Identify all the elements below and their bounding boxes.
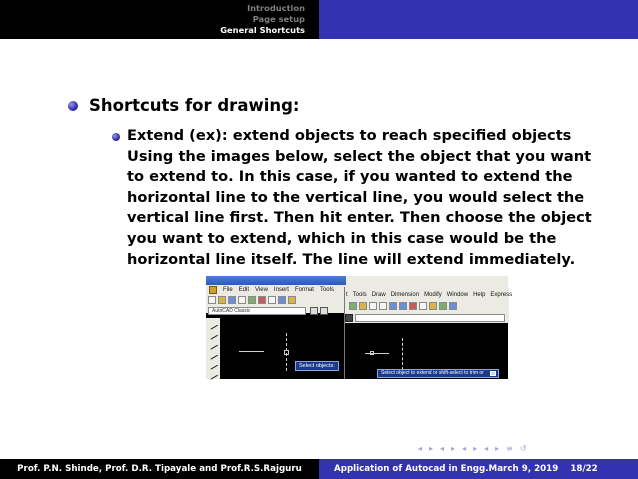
menu-dimension: Dimension [390, 292, 420, 298]
zoom-previous-icon [419, 302, 427, 310]
menu-modify: Modify [424, 292, 442, 298]
draw-toolbar [206, 318, 220, 379]
layer-icon [345, 314, 353, 322]
command-prompt-extend [377, 369, 499, 378]
zoom-icon [399, 302, 407, 310]
menu-help: Help [473, 292, 486, 298]
align-icon[interactable]: ≡ [506, 444, 513, 453]
slide-prev-icon[interactable]: ◂ [418, 444, 423, 453]
menu-express: Express [490, 292, 513, 298]
heading-shortcuts: Shortcuts for drawing: [89, 96, 300, 115]
save-icon [228, 296, 236, 304]
menu-window: Window [446, 292, 469, 298]
design-center-icon [439, 302, 447, 310]
slide-next-icon[interactable]: ▸ [429, 444, 434, 453]
horizontal-line-extended [365, 353, 389, 354]
preview-icon [248, 296, 256, 304]
frame-prev-icon[interactable]: ◂ [440, 444, 445, 453]
pan-icon [389, 302, 397, 310]
copy-icon [278, 296, 286, 304]
menu-tools-2: Tools [352, 292, 367, 298]
line-tool-icon [208, 320, 218, 329]
search-icon[interactable]: ↺ [519, 444, 527, 453]
open-icon [218, 296, 226, 304]
footer-info [319, 459, 638, 479]
undo-icon [369, 302, 377, 310]
frame-next-icon[interactable]: ▸ [451, 444, 456, 453]
menu-fragment: t [346, 292, 348, 298]
polygon-icon [208, 350, 218, 359]
autocad-window-extend [344, 287, 513, 379]
header-accent-panel [319, 0, 638, 39]
nav-item-general-shortcuts[interactable]: General Shortcuts [220, 25, 305, 35]
section-nav [0, 0, 319, 39]
footer-date: March 9, 2019 [488, 464, 559, 474]
layer-dropdown [355, 314, 505, 322]
print-icon [238, 296, 246, 304]
block-icon [359, 302, 367, 310]
menu-view: View [255, 287, 268, 293]
prompt-options-icon [490, 371, 496, 376]
autocad-menubar-2 [346, 291, 512, 299]
subsection-next-icon[interactable]: ▸ [473, 444, 478, 453]
rectangle-icon [208, 360, 218, 369]
zoom-window-icon [409, 302, 417, 310]
publish-icon [258, 296, 266, 304]
horizontal-line [239, 351, 264, 352]
workspace-settings-icon [310, 307, 318, 315]
pickbox-cursor [284, 350, 289, 355]
list-item [67, 95, 592, 270]
extend-description: Extend (ex): extend objects to reach specified objects Using the images below, select the object that you want to extend to. In this case, if you wanted to extend the horizontal line to the vertical line, you would select the vertical line first. Then hit enter. Then choose the object you want to extend, which in this case would be the horizontal line itself. The line will extend immediately. [127, 127, 592, 268]
autocad-menubar [206, 285, 346, 295]
section-next-icon[interactable]: ▸ [495, 444, 500, 453]
workspace-toggle-icon [320, 307, 328, 315]
page-number: 18/22 [570, 464, 598, 474]
paste-icon [288, 296, 296, 304]
footer-title: Application of Autocad in Engg. [334, 464, 489, 474]
autocad-app-icon [209, 286, 217, 294]
subsection-prev-icon[interactable]: ◂ [462, 444, 467, 453]
bullet-icon [68, 101, 78, 111]
nav-item-introduction[interactable]: Introduction [247, 3, 305, 13]
slide-content [67, 95, 592, 270]
command-prompt-extend-text: Select object to extend or shift-select to trim or [381, 370, 484, 376]
sub-list-item [89, 126, 592, 270]
cut-icon [268, 296, 276, 304]
autocad-titlebar [206, 276, 346, 285]
autocad-toolbar [208, 296, 348, 305]
header-bar [0, 0, 638, 39]
beamer-navigation [418, 444, 527, 454]
section-prev-icon[interactable]: ◂ [484, 444, 489, 453]
autocad-toolbar-2 [349, 302, 457, 310]
menu-file: File [223, 287, 233, 293]
footer-authors: Prof. P.N. Shinde, Prof. D.R. Tipayale and Prof.R.S.Rajguru [0, 459, 319, 479]
menu-edit: Edit [238, 287, 250, 293]
pickbox-cursor-2 [370, 351, 374, 355]
menu-tools: Tools [319, 287, 334, 293]
workspace-select: AutoCAD Classic [208, 307, 306, 315]
polyline-icon [208, 340, 218, 349]
construction-line-icon [208, 330, 218, 339]
command-prompt-select: Select objects: [295, 361, 339, 371]
autocad-chrome-2 [345, 287, 513, 323]
tool-palette-icon [449, 302, 457, 310]
menu-insert: Insert [273, 287, 289, 293]
footer-bar [0, 459, 638, 479]
new-icon [208, 296, 216, 304]
arc-icon [208, 370, 218, 379]
menu-format: Format [294, 287, 314, 293]
properties-icon [429, 302, 437, 310]
autocad-screenshot [206, 276, 513, 379]
match-properties-icon [349, 302, 357, 310]
nav-item-page-setup[interactable]: Page setup [252, 14, 305, 24]
menu-draw: Draw [371, 292, 386, 298]
vertical-line-boundary [402, 338, 403, 370]
bullet-icon [112, 133, 120, 141]
redo-icon [379, 302, 387, 310]
